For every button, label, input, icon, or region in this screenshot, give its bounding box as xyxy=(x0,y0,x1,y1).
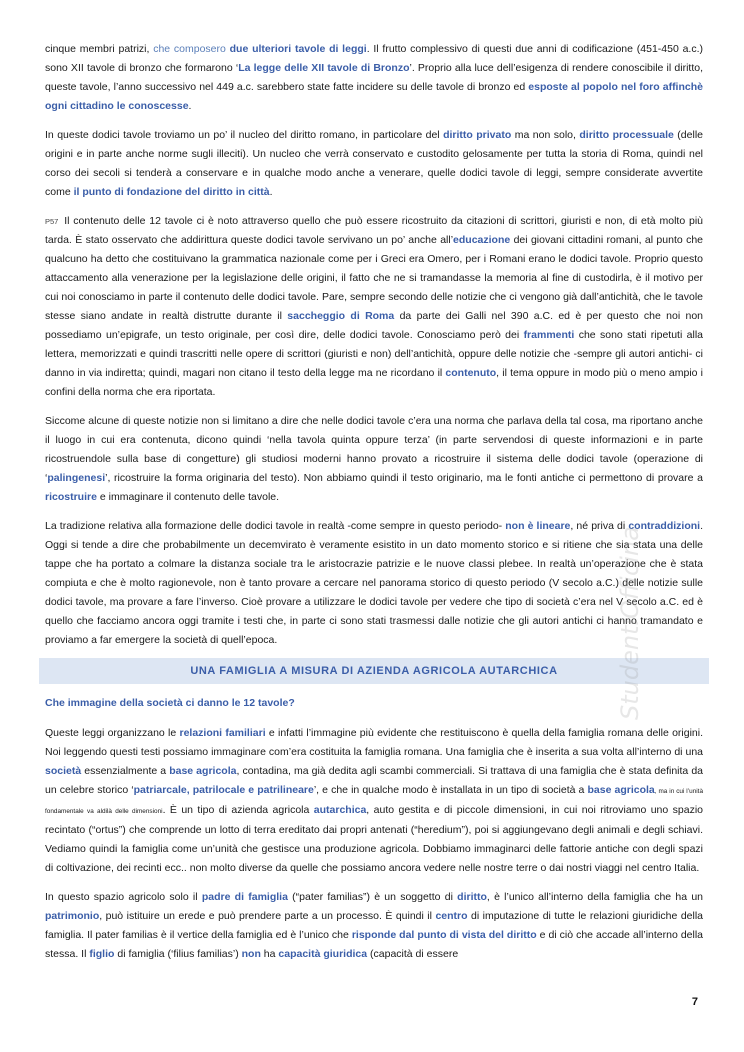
text-run: . Oggi si tende a dire che probabilmente un decemvirato è veramente esistito in un dato momento storico e si ritiene che sia stata una delle tappe che ha portato a colmare la distanza sociale tra le aristocrazie patrizie e le nuove classi plebee. In realtà un’operazione che è stata compiuta e che è molto ragionevole, non è tanto provare a cercare nel panorama storico di questo periodo (V secolo a.C.) delle notizie sulle dodici tavole, ma provare a fare l’inverso. Cioè provare a utilizzare le dodici tavole per vedere che tipo di società c’era nel V secolo a.C. ed è quello che facciamo ancora oggi tramite i testi che, in parte ci sono stati trasmessi dalle notizie che gli autori antichi ci hanno tramandato e proviamo a far emergere la società di quell’epoca. xyxy=(45,520,703,646)
text-run: e di ciò che accade all’interno della stessa. Il xyxy=(45,929,703,960)
highlighted-term: ricostruire xyxy=(45,491,97,503)
page-number: 7 xyxy=(691,996,698,1008)
highlighted-term: diritto privato xyxy=(443,129,512,141)
text-run: ma non solo, xyxy=(511,129,580,141)
text-run: , né priva di xyxy=(570,520,629,532)
paragraph-3 xyxy=(45,212,703,402)
text-run: ’. Proprio alla luce dell’esigenza di rendere conoscibile il diritto, queste tavole, l’anno successivo nel 449 a.c. sarebbero state fatte incidere su delle tavole di bronzo ed xyxy=(45,62,703,93)
highlighted-term: centro xyxy=(435,910,468,922)
highlighted-term: patrimonio xyxy=(45,910,100,922)
paragraph-3-text xyxy=(45,215,703,398)
text-run: . xyxy=(269,186,273,198)
text-run: che composero xyxy=(153,43,226,55)
text-run: e immaginare il contenuto delle tavole. xyxy=(96,491,280,503)
text-run: Siccome alcune di queste notizie non si limitano a dire che nelle dodici tavole c’era una norma che parlava della tal cosa, ma riportano anche il luogo in cui era contenuta, dicono quindi ‘nella tavola quinta oppure terza’ (in parte servendosi di queste informazioni e in parte ricostruendole sulla base di congetture) gli studiosi moderni hanno provato a ricostruire il sistema delle dodici tavole (operazione di ‘ xyxy=(45,415,703,484)
paragraph-5 xyxy=(45,517,703,650)
highlighted-term: società xyxy=(45,765,82,777)
text-run: , contadina, ma già dedita agli scambi commerciali. Si trattava di una famiglia che è stata definita da un celebre storico ‘ xyxy=(45,765,703,796)
text-run: ’, ricostruire la forma originaria del testo). Non abbiamo quindi il testo originario, ma le fonti antiche ci permettono di provare a xyxy=(105,472,703,484)
text-run: In queste dodici tavole troviamo un po’ il nucleo del diritto romano, in particolare del xyxy=(45,129,444,141)
page-content xyxy=(45,40,703,974)
paragraph-tag: P57 xyxy=(45,217,59,226)
highlighted-term: il punto di fondazione del diritto in città xyxy=(73,186,270,198)
watermark: StudentiOfficina xyxy=(616,526,644,720)
highlighted-term: risponde dal punto di vista del diritto xyxy=(351,929,537,941)
highlighted-term: non è lineare xyxy=(505,520,571,532)
text-run: In questo spazio agricolo solo il xyxy=(45,891,202,903)
highlighted-term: non xyxy=(241,948,261,960)
section-heading: UNA FAMIGLIA A MISURA DI AZIENDA AGRICOLA AUTARCHICA xyxy=(190,665,558,677)
text-run: dei giovani cittadini romani, al punto che qualcuno ha detto che costituivano la grammatica nazionale come per i Greci era Omero, per i Romani erano le dodici tavole. Proprio questo attaccamento alla venerazione per la legislazione delle origini, il fatto che ne si tramandasse la memoria al fine di custodirla, è il motivo per cui noi conosciamo in parte il contenuto delle dodici tavole. Pare, sempre secondo delle notizie che ci vengono già dall’antichità, che le tavole stesse siano andate in realtà distrutte durante il xyxy=(45,234,703,322)
highlighted-term: frammenti xyxy=(523,329,575,341)
highlighted-term: autarchica xyxy=(313,804,367,816)
text-run: . xyxy=(188,100,192,112)
small-note: , ma in cui l’unità fondamentale va aldilà delle dimensioni xyxy=(45,788,703,815)
text-run: (delle origini e in parte anche norme sugli illeciti). Un nucleo che verrà conservato e custodito gelosamente per tutta la storia di Roma, quindi nel corso dei secoli si tenderà a conservare e in qualche modo anche a venerare, quelle dodici tavole di leggi, sempre considerate avvertite come xyxy=(45,129,703,198)
highlighted-term: figlio xyxy=(89,948,115,960)
highlighted-term: capacità giuridica xyxy=(278,948,368,960)
text-run: da parte dei Galli nel 390 a.C. ed è per questo che noi non possediamo un’epigrafe, un testo originale, per così dire, delle dodici tavole. Conosciamo però dei xyxy=(45,310,704,341)
highlighted-term: due ulteriori tavole di leggi xyxy=(229,43,367,55)
text-run: (“pater familias”) è un soggetto di xyxy=(287,891,458,903)
text-run: , può istituire un erede e può prendere parte a un processo. È quindi il xyxy=(99,910,436,922)
highlighted-term: saccheggio di Roma xyxy=(287,310,395,322)
text-run: di imputazione di tutte le relazioni giuridiche della famiglia. Il pater familias è il vertice della famiglia ed è l’unico che xyxy=(45,910,704,941)
highlighted-term: diritto processuale xyxy=(579,129,674,141)
highlighted-term: La legge delle XII tavole di Bronzo xyxy=(238,62,410,74)
highlighted-term: palingenesi xyxy=(47,472,106,484)
text-run: , il tema oppure in modo più o meno ampio i confini della norma che era riportata. xyxy=(45,367,704,398)
text-run: ’, e che in qualche modo è installata in un tipo di società a xyxy=(313,784,588,796)
paragraph-7 xyxy=(45,888,703,964)
highlighted-term: base agricola xyxy=(587,784,655,796)
highlighted-term: contraddizioni xyxy=(628,520,701,532)
highlighted-term: esposte al popolo nel foro affinchè ogni cittadino le conoscesse xyxy=(45,81,703,112)
highlighted-term: diritto xyxy=(457,891,487,903)
paragraph-1 xyxy=(45,40,703,116)
text-run: , è l’unico all’interno della famiglia che ha un xyxy=(486,891,704,903)
highlighted-term: relazioni familiari xyxy=(179,727,266,739)
highlighted-term: base agricola xyxy=(169,765,237,777)
section-heading-band xyxy=(39,658,709,684)
paragraph-4 xyxy=(45,412,703,507)
text-run: Queste leggi organizzano le xyxy=(45,727,180,739)
paragraph-2 xyxy=(45,126,703,202)
text-run: La tradizione relativa alla formazione delle dodici tavole in realtà -come sempre in questo periodo- xyxy=(45,520,506,532)
highlighted-term: patriarcale, patrilocale e patrilineare xyxy=(133,784,314,796)
text-run: e infatti l’immagine più evidente che restituiscono è quella della famiglia romana delle origini. Noi leggendo questi testi possiamo immaginare com’era costituita la famiglia romana. Una famiglia che è inserita a sua volta all’interno di una xyxy=(45,727,703,758)
paragraph-6 xyxy=(45,724,703,878)
highlighted-term: padre di famiglia xyxy=(201,891,288,903)
subheading: Che immagine della società ci danno le 12 tavole? xyxy=(45,697,295,709)
text-run: essenzialmente a xyxy=(81,765,170,777)
text-run: di famiglia (‘filius familias’) xyxy=(114,948,242,960)
text-run: , auto gestita e di piccole dimensioni, in cui noi ritroviamo uno spazio recintato (“ortus”) che comprende un lotto di terra ereditato dai propri antenati (“heredium”), poi si aggiungevano degli animali e degli schiavi. Vediamo quindi la famiglia come un’unità che gestisce una produzione agricola. Dobbiamo immaginarci delle fattorie antiche con degli spazi di coltivazione, dei recinti ecc.. non molto diverse da quelle che possiamo ancora vedere nelle nostre terre o dai nostri viaggi nel centro Italia. xyxy=(45,804,703,874)
text-run: ha xyxy=(260,948,279,960)
highlighted-term: contenuto xyxy=(445,367,497,379)
text-run: (capacità di essere xyxy=(367,948,459,960)
text-run: cinque membri patrizi, xyxy=(45,43,154,55)
highlighted-term: educazione xyxy=(453,234,511,246)
text-run: . È un tipo di azienda agricola xyxy=(162,804,314,816)
text-run: . Il frutto complessivo di questi due anni di codificazione (451-450 a.c.) sono XII tavole di bronzo che formarono ‘ xyxy=(45,43,703,74)
text-run: Il contenuto delle 12 tavole ci è noto attraverso quello che può essere ricostruito da citazioni di scrittori, giuristi e non, di età molto più tarda. È stato osservato che addirittura queste dodici tavole servivano un po’ anche all’ xyxy=(45,215,703,246)
text-run: che sono stati ripetuti alla lettera, memorizzati e quindi trascritti nelle opere di scrittori (giuristi e non) dell’antichità, oppure delle notizie che -sempre gli autori antichi- ci danno in via indiretta; quindi, magari non citano il testo della legge ma ne ricordano il xyxy=(45,329,704,379)
